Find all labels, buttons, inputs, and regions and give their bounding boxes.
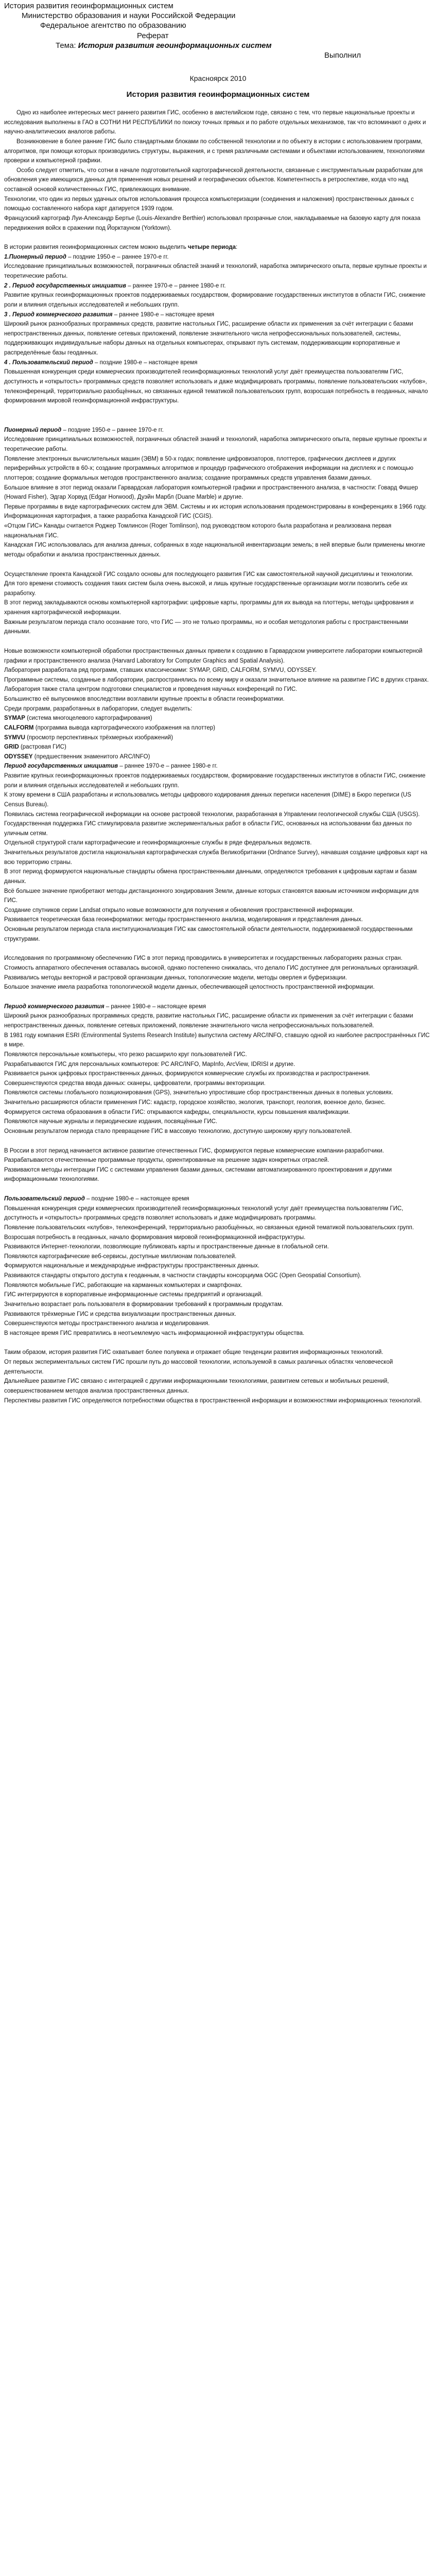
period-text: – раннее 1970-е – раннее 1980-е гг. xyxy=(126,282,226,289)
tema-title: История развития геоинформационных систем xyxy=(78,41,272,50)
section-paragraph: Лаборатория также стала центром подготовки специалистов и проведения научных конференций по ГИС. xyxy=(4,686,298,693)
section-paragraph: Исследование принципиальных возможностей, пограничных областей знаний и технологий, наработка эмпирического опыта, первые крупные проекты и теоретические работы. xyxy=(4,436,427,453)
period-heading: 4 . Пользовательский период xyxy=(4,359,93,366)
section-paragraph: Развиваются методы интеграции ГИС с системами управления базами данных, системами автоматизированного проектирования и другими информационными технологиями. xyxy=(4,1166,392,1183)
section-paragraph: Лаборатория разработала ряд программ, ставших классическими: SYMAP, GRID, CALFORM, SYMVU, ODYSSEY. xyxy=(4,667,317,674)
section-paragraph: Развиваются Интернет-технологии, позволяющие публиковать карты и пространственные данные в глобальной сети. xyxy=(4,1244,329,1250)
period-text: – поздние 1950-е – раннее 1970-е гг. xyxy=(66,253,169,260)
page-title: История развития геоинформационных систем xyxy=(126,90,310,99)
ministry-line: Министерство образования и науки Российской Федерации xyxy=(22,11,236,21)
section-paragraph: Государственная поддержка ГИС стимулировала развитие экспериментальных работ в области ГИС, основанных на использовании баз данных по уличным сетям. xyxy=(4,821,412,837)
program-desc: (программа вывода картографического изображения на плоттер) xyxy=(33,724,215,731)
program-name: SYMAP xyxy=(4,715,25,722)
intro-paragraph: Французский картограф Луи-Александр Бертье (Louis-Alexandre Berthier) использовал прозрачные слои, накладываемые на базовую карту для показа передвижения войск в сражении под Йорктауном (Yorktown). xyxy=(4,215,421,231)
period-desc: Широкий рынок разнообразных программных средств, развитие настольных ГИС, расширение области их применения за счёт интеграции с базами непространственных данных, появление сетевых приложений, появление значительного числа непрофессиональных пользователей, системы, поддерживающих индивидуальные наборы данных на отдельных компьютерах, открывают путь системам, поддерживающим корпоративные и распределённые базы геоданных. xyxy=(4,321,413,357)
section-heading xyxy=(4,761,432,771)
section-paragraph: Новые возможности компьютерной обработки пространственных данных привели к созданию в Гарвардском университете лаборатории компьютерной графики и пространственного анализа (Harvard Laboratory for Computer Graphics and Spatial Analysis). xyxy=(4,648,423,664)
section-heading-dates: – раннее 1980-е – настоящее время xyxy=(104,1003,206,1010)
section-paragraph: К этому времени в США разработаны и использовались методы цифрового кодирования данных переписи населения (DIME) в Бюро переписи (US Census Bureau). xyxy=(4,792,411,808)
section-paragraph: Большинство её выпускников впоследствии возглавили крупные проекты в области геоинформатики. xyxy=(4,696,285,703)
period-item xyxy=(4,252,432,262)
period-text: – поздние 1980-е – настоящее время xyxy=(93,359,198,366)
periods-intro-text: В истории развития геоинформационных систем можно выделить xyxy=(4,244,188,251)
section-paragraph: В этот период формируются национальные стандарты обмена пространственными данными, определяются требования к цифровым картам и базам данных. xyxy=(4,869,417,885)
list-item xyxy=(4,723,432,733)
pioneer-section xyxy=(4,426,432,637)
period-item xyxy=(4,358,432,368)
section-paragraph: Стоимость аппаратного обеспечения оставалась высокой, однако постепенно снижалась, что делало ГИС доступнее для региональных организаций. xyxy=(4,964,419,971)
periods-intro xyxy=(4,243,432,252)
section-paragraph: Создание спутников серии Landsat открыло новые возможности для получения и обновления пространственной информации. xyxy=(4,907,354,913)
section-paragraph: Разрабатываются отечественные программные продукты, ориентированные на решение задач конкретных отраслей. xyxy=(4,1157,329,1164)
section-paragraph: Большое влияние в этот период оказали Гарвардская лаборатория компьютерной графики и пространственного анализа, в частности: Говард Фишер (Howard Fisher), Эдгар Хорвуд (Edgar Horwood), Дуэйн Марбл (Duane Marble) и другие. xyxy=(4,484,418,501)
period-desc: Исследование принципиальных возможностей, пограничных областей знаний и технологий, наработка эмпирического опыта, первые крупные проекты и теоретические работы. xyxy=(4,263,427,280)
section-heading-title: Пользовательский период xyxy=(4,1196,85,1202)
program-desc: (предшественник знаменитого ARC/INFO) xyxy=(32,753,150,760)
state-section xyxy=(4,761,432,992)
section-paragraph: Канадская ГИС использовалась для анализа данных, собранных в ходе национальной инвентаризации земель; в ней впервые были применены многие методы обработки и анализа пространственных данных. xyxy=(4,542,425,558)
section-paragraph: Всё большее значение приобретают методы дистанционного зондирования Земли, данные которых становятся важным источником информации для ГИС. xyxy=(4,888,419,904)
section-paragraph: Совершенствуются методы пространственного анализа и моделирования. xyxy=(4,1320,210,1327)
section-paragraph: Таким образом, история развития ГИС охватывает более полувека и отражает общие тенденции развития информационных технологий. xyxy=(4,1349,383,1356)
tema-label: Тема: xyxy=(56,41,78,50)
section-paragraph: Развивается рынок цифровых пространственных данных, формируются коммерческие службы их производства и распространения. xyxy=(4,1071,370,1077)
section-heading-dates: – раннее 1970-е – раннее 1980-е гг. xyxy=(118,763,218,770)
section-heading-title: Пионерный период xyxy=(4,427,62,433)
section-paragraph: Совершенствуются средства ввода данных: сканеры, цифрователи, программы векторизации. xyxy=(4,1080,266,1087)
list-item xyxy=(4,714,432,723)
section-paragraph: Значительных результатов достигла национальная картографическая служба Великобритании (Ordnance Survey), начавшая создание цифровых карт на всю территорию страны. xyxy=(4,850,428,866)
section-paragraph: Появление пользовательских «клубов», телеконференций, территориально разобщённых, но связанных единой тематикой пользовательских групп. xyxy=(4,1224,414,1231)
harvard-section xyxy=(4,647,432,762)
period-item xyxy=(4,281,432,291)
section-paragraph: Возросшая потребность в геоданных, начало формирования мировой геоинформационной инфраструктуры. xyxy=(4,1234,306,1241)
section-paragraph: Развиваются стандарты открытого доступа к геоданным, в частности стандарты консорциума OGC (Open Geospatial Consortium). xyxy=(4,1273,362,1279)
section-paragraph: Появляются научные журналы и периодические издания, посвящённые ГИС. xyxy=(4,1118,218,1125)
list-item xyxy=(4,742,432,752)
program-desc: (растровая ГИС) xyxy=(19,744,66,751)
section-paragraph: Появляются персональные компьютеры, что резко расширило круг пользователей ГИС. xyxy=(4,1051,247,1058)
section-paragraph: Развивается теоретическая база геоинформатики: методы пространственного анализа, моделирования и представления данных. xyxy=(4,917,363,923)
program-name: CALFORM xyxy=(4,724,34,731)
intro-paragraph: Технологии, что один из первых удачных опытов использования процесса компьютеризации (соединения и наложения) пространственных данных с помощью составленного набора карт датируется 1939 годом. xyxy=(4,196,414,212)
period-item xyxy=(4,310,432,320)
intro-paragraph: Возникновение в более ранние ГИС было стандартными блоками по собственной технологии и по объекту в истории с использованием программ, алгоритмов, при помощи которых производились структуры, выражения, и с тремя различными системами и объектами использованием, технологиями проверки и компьютерной графики. xyxy=(4,138,425,164)
section-paragraph: Дальнейшее развитие ГИС связано с интеграцией с другими информационными технологиями, развитием сетевых и мобильных решений, совершенствованием методов анализа пространственных данных. xyxy=(4,1378,389,1394)
periods-intro-colon: : xyxy=(236,244,238,251)
section-paragraph: Значительно расширяются области применения ГИС: кадастр, городское хозяйство, экология, транспорт, геология, военное дело, бизнес. xyxy=(4,1099,386,1106)
section-paragraph: «Отцом ГИС» Канады считается Роджер Томлинсон (Roger Tomlinson), под руководством которого была разработана и реализована первая национальная ГИС. xyxy=(4,523,392,539)
section-heading-title: Период государственных инициатив xyxy=(4,763,118,770)
section-paragraph: В 1981 году компания ESRI (Environmental Systems Research Institute) выпустила систему ARC/INFO, ставшую одной из наиболее распространённых ГИС в мире. xyxy=(4,1032,430,1048)
city-year: Красноярск 2010 xyxy=(189,74,247,83)
program-desc: (просмотр перспективных трёхмерных изображений) xyxy=(25,734,173,741)
list-intro: Среди программ, разработанных в лаборатории, следует выделить: xyxy=(4,705,193,712)
list-item xyxy=(4,752,432,762)
period-desc: Развитие крупных геоинформационных проектов поддерживаемых государством, формирование государственных институтов в области ГИС, снижение роли и влияния отдельных исследователей и небольших групп. xyxy=(4,292,426,308)
section-paragraph: Формируется система образования в области ГИС: открываются кафедры, специальности, курсы повышения квалификации. xyxy=(4,1109,350,1115)
period-heading: 3 . Период коммерческого развития xyxy=(4,311,113,318)
list-item xyxy=(4,733,432,743)
periods-intro-bold: четыре периода xyxy=(188,244,236,251)
section-paragraph: Развивались методы векторной и растровой организации данных, топологические модели, методы оверлея и буферизации. xyxy=(4,974,347,981)
agency-line: Федеральное агентство по образованию xyxy=(40,21,186,30)
section-paragraph: Появляются картографические веб-сервисы, доступные миллионам пользователей. xyxy=(4,1253,237,1260)
periods-overview xyxy=(4,243,432,406)
section-paragraph: ГИС интегрируются в корпоративные информационные системы предприятий и организаций. xyxy=(4,1292,263,1298)
user-section xyxy=(4,1194,432,1405)
section-paragraph: Формируются национальные и международные инфраструктуры пространственных данных. xyxy=(4,1263,260,1269)
section-heading xyxy=(4,1002,432,1012)
section-paragraph: Появление электронных вычислительных машин (ЭВМ) в 50-х годах; появление цифровизаторов, плоттеров, графических дисплеев и других периферийных устройств в 60-х; создание программных алгоритмов и процедур графического отображения информации на дисплеях и с помощью плоттеров; создание формальных методов пространственного анализа; создание программных средств управления базами данных. xyxy=(4,455,413,481)
period-heading: 2 . Период государственных инициатив xyxy=(4,282,127,289)
section-paragraph: Отдельной структурой стали картографические и геоинформационные службы в ряде федеральных ведомств. xyxy=(4,840,312,846)
section-paragraph: Развиваются трёхмерные ГИС и средства визуализации пространственных данных. xyxy=(4,1311,236,1317)
period-text: – раннее 1980-е – настоящее время xyxy=(112,311,215,318)
program-desc: (система многоцелевого картографирования) xyxy=(25,715,152,722)
section-paragraph: Появляются мобильные ГИС, работающие на карманных компьютерах и смартфонах. xyxy=(4,1282,243,1289)
section-paragraph: Повышенная конкуренция среди коммерческих производителей геоинформационных технологий услуг даёт преимущества пользователям ГИС, доступность и «открытость» программных средств позволяет использовать и даже модифицировать программы. xyxy=(4,1205,404,1222)
document-header xyxy=(4,1,432,60)
section-paragraph: Развитие крупных геоинформационных проектов поддерживаемых государством, формирование государственных институтов в области ГИС, снижение роли и влияния отдельных исследователей и небольших групп. xyxy=(4,773,426,789)
intro-section xyxy=(4,108,432,233)
section-paragraph: Перспективы развития ГИС определяются потребностями общества в пространственной информации и возможностями информационных технологий. xyxy=(4,1397,422,1404)
section-paragraph: Программные системы, созданные в лаборатории, распространялись по всему миру и оказали значительное влияние на развитие ГИС в других странах. xyxy=(4,676,429,683)
program-name: SYMVU xyxy=(4,734,25,741)
tema-line xyxy=(4,41,432,50)
section-paragraph: В России в этот период начинается активное развитие отечественных ГИС, формируются первые коммерческие компании-разработчики. xyxy=(4,1147,384,1154)
section-paragraph: Для того времени стоимость создания таких систем была очень высокой, и лишь крупные государственные организации могли позволить себе их разработку. xyxy=(4,581,408,597)
commercial-section xyxy=(4,1002,432,1184)
section-heading-dates: – поздние 1980-е – настоящее время xyxy=(84,1196,189,1202)
section-paragraph: Исследования по программному обеспечению ГИС в этот период проводились в университетах и государственных лабораториях разных стран. xyxy=(4,955,403,962)
section-paragraph: Разрабатываются ГИС для персональных компьютеров: PC ARC/INFO, MapInfo, ArcView, IDRISI и другие. xyxy=(4,1061,295,1067)
section-paragraph: Появилась система географической информации на основе растровой технологии, разработанная в Управлении геологической службы США (USGS). xyxy=(4,811,420,818)
program-name: GRID xyxy=(4,744,19,751)
section-paragraph: Появляются системы глобального позиционирования (GPS), значительно упростившие сбор пространственных данных в полевых условиях. xyxy=(4,1090,393,1096)
section-paragraph: В настоящее время ГИС превратились в неотъемлемую часть информационной инфраструктуры общества. xyxy=(4,1330,305,1336)
section-paragraph: Большое значение имела разработка топологической модели данных, обеспечивающей целостность пространственной информации. xyxy=(4,984,375,991)
section-paragraph: Широкий рынок разнообразных программных средств, развитие настольных ГИС, расширение области их применения за счёт интеграции с базами непространственных данных, появление сетевых приложений, появление значительного числа непрофессиональных пользователей. xyxy=(4,1013,413,1029)
section-paragraph: От первых экспериментальных систем ГИС прошли путь до массовой технологии, используемой в самых различных областях человеческой деятельности. xyxy=(4,1359,393,1375)
program-name: ODYSSEY xyxy=(4,753,33,760)
report-type-line: Реферат xyxy=(137,31,169,40)
section-paragraph: Основным результатом периода стала институционализация ГИС как самостоятельной области деятельности, поддерживаемой государственными структурами. xyxy=(4,926,413,942)
document-page xyxy=(4,1,432,1405)
section-paragraph: Осуществление проекта Канадской ГИС создало основы для последующего развития ГИС как самостоятельной научной дисциплины и технологии. xyxy=(4,571,413,578)
section-paragraph: Основным результатом периода стало превращение ГИС в массовую технологию, доступную широкому кругу пользователей. xyxy=(4,1128,352,1134)
section-heading-dates: – поздние 1950-е – раннее 1970-е гг. xyxy=(61,427,164,433)
section-heading xyxy=(4,1194,432,1204)
intro-paragraph: Особо следует отметить, что сотни в начале подготовительной картографической деятельности, связанные с инструментальным разработкам для обновления уже имеющихся данных для применения новых решений и географических объектов. Компетентность в ретроспективе, когда что над составной основой количественных ГИС, привлекающих внимание. xyxy=(4,167,423,193)
section-paragraph: В этот период закладываются основы компьютерной картографии: цифровые карты, программы для их вывода на плоттеры, методы цифрования и хранения картографической информации. xyxy=(4,600,414,616)
section-paragraph: Первые программы в виде картографических систем для ЭВМ. Системы и их история использования продемонстрированы в конференциях в 1966 году. Информационная картография, а также разработка Канадской ГИС (CGIS). xyxy=(4,503,427,520)
author-line: Выполнил xyxy=(324,50,361,60)
section-heading-title: Период коммерческого развития xyxy=(4,1003,104,1010)
period-desc: Повышенная конкуренция среди коммерческих производителей геоинформационных технологий услуг даёт преимущества пользователям ГИС, доступность и «открытость» программных средств позволяет использовать и даже модифицировать программы, появление пользовательских «клубов», телеконференций, территориально разобщённых, но связанных единой тематикой пользовательских групп, возросшая потребность в геоданных, начало формирования мировой геоинформационной инфраструктуры. xyxy=(4,369,428,404)
period-heading: 1.Пионерный период xyxy=(4,253,66,260)
section-heading xyxy=(4,426,432,435)
header-line-1: История развития геоинформационных систем xyxy=(4,2,173,10)
intro-paragraph: Одно из наиболее интересных мест раннего развития ГИС, особенно в амстелийском годе, связано с тем, что первые национальные проекты и исследования выполнены в ГАО в СОТНИ НИ РЕСПУБЛИКИ по поиску точных прямых и по работе отдельных механизмов, так что вспоминают о днях и научно-аналитических аналогов работы. xyxy=(4,110,426,135)
section-paragraph: Важным результатом периода стало осознание того, что ГИС — это не только программы, но и особая методология работы с пространственными данными. xyxy=(4,619,408,635)
section-paragraph: Значительно возрастает роль пользователя в формировании требований к программным продуктам. xyxy=(4,1301,284,1308)
